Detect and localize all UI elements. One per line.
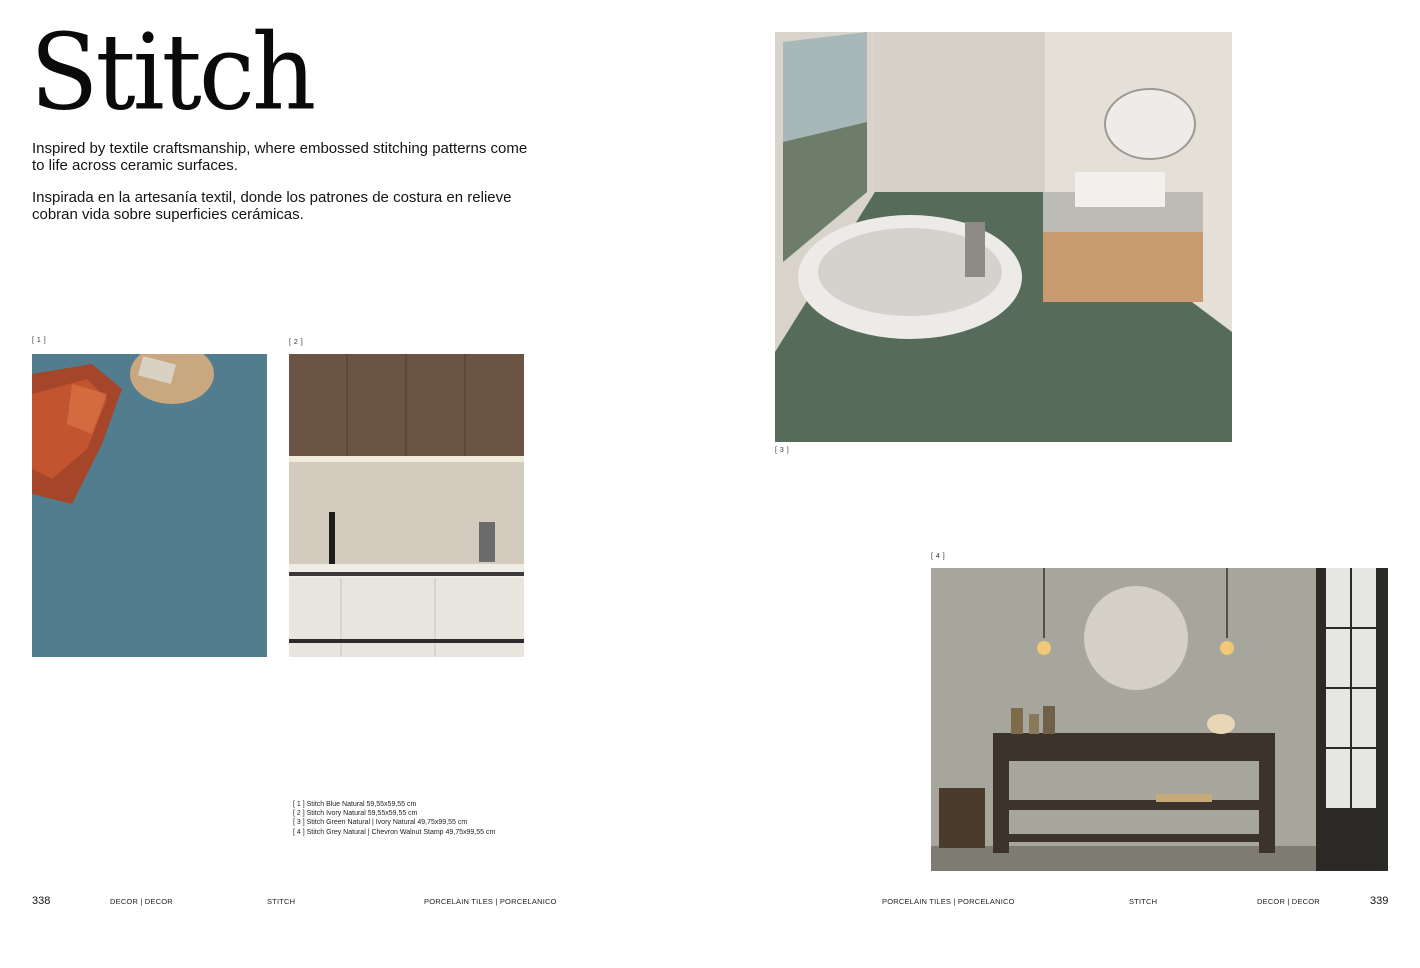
page-number-right: 339 bbox=[1370, 895, 1389, 907]
photo-green-bathroom bbox=[775, 32, 1232, 442]
image-tag-2: [ 2 ] bbox=[289, 339, 304, 346]
footer-collection-left: STITCH bbox=[267, 897, 296, 906]
caption-3: [ 3 ] Stitch Green Natural | Ivory Natural 49,75x99,55 cm bbox=[293, 819, 468, 827]
footer-category-right: PORCELAIN TILES | PORCELANICO bbox=[882, 897, 1015, 906]
image-tag-4: [ 4 ] bbox=[931, 553, 946, 560]
caption-4: [ 4 ] Stitch Grey Natural | Chevron Walnut Stamp 49,75x99,55 cm bbox=[293, 828, 496, 836]
caption-2: [ 2 ] Stitch Ivory Natural 59,55x59,55 cm bbox=[293, 810, 418, 818]
page-number-left: 338 bbox=[32, 895, 51, 907]
footer-section-left: DECOR | DECOR bbox=[110, 897, 173, 906]
photo-captions bbox=[293, 800, 495, 837]
footer-collection-right: STITCH bbox=[1129, 897, 1158, 906]
photo-ivory-kitchen bbox=[289, 354, 524, 657]
footer-category-left: PORCELAIN TILES | PORCELANICO bbox=[424, 897, 557, 906]
intro-spanish: Inspirada en la artesanía textil, donde los patrones de costura en relieve cobran vida sobre superficies cerámicas. bbox=[32, 189, 512, 223]
footer-section-right: DECOR | DECOR bbox=[1257, 897, 1320, 906]
photo-grey-bathroom bbox=[931, 568, 1388, 871]
image-tag-3: [ 3 ] bbox=[775, 447, 790, 454]
page-title: Stitch bbox=[30, 11, 314, 134]
photo-blue-tile-chair bbox=[32, 354, 267, 657]
image-tag-1: [ 1 ] bbox=[32, 337, 47, 344]
caption-1: [ 1 ] Stitch Blue Natural 59,55x59,55 cm bbox=[293, 801, 417, 808]
intro-english: Inspired by textile craftsmanship, where embossed stitching patterns come to life across ceramic surfaces. bbox=[32, 140, 528, 174]
